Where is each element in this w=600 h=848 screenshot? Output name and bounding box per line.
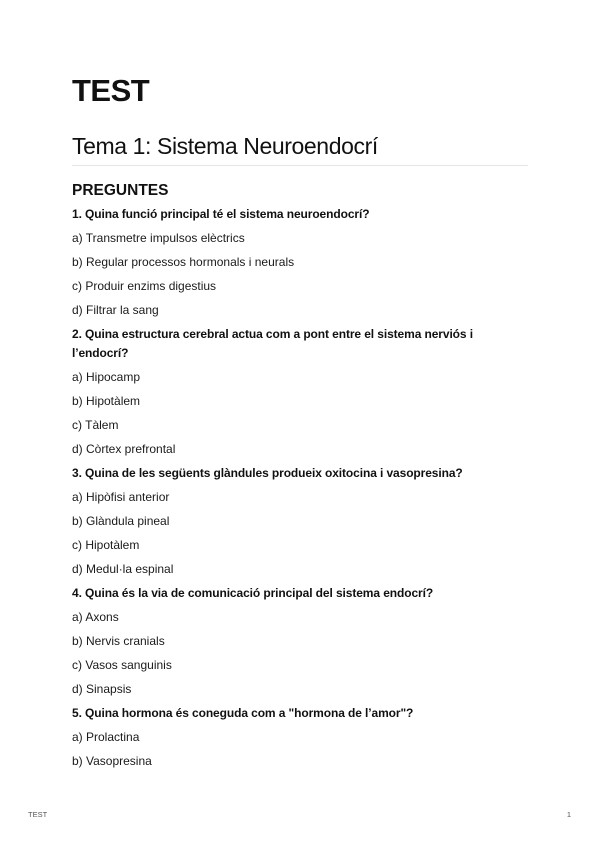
question-1-option: c) Produir enzims digestius <box>72 279 217 293</box>
question-4-option: a) Axons <box>72 610 119 624</box>
question-3-option: d) Medul·la espinal <box>72 562 174 576</box>
question-list <box>72 205 528 776</box>
footer-page-number: 1 <box>566 810 571 819</box>
question-2-option: a) Hipocamp <box>72 370 141 384</box>
question-3: 3. Quina de les següents glàndules produeix oxitocina i vasopresina? <box>72 466 463 480</box>
question-5-option: b) Vasopresina <box>72 754 152 768</box>
question-1-option: a) Transmetre impulsos elèctrics <box>72 231 245 245</box>
topic-title: Tema 1: Sistema Neuroendocrí <box>72 131 528 166</box>
question-1-option: b) Regular processos hormonals i neurals <box>72 255 295 269</box>
question-4: 4. Quina és la via de comunicació principal del sistema endocrí? <box>72 586 434 600</box>
document-title: TEST <box>72 73 150 108</box>
question-3-option: c) Hipotàlem <box>72 538 140 552</box>
question-2-option: c) Tàlem <box>72 418 119 432</box>
question-3-option: b) Glàndula pineal <box>72 514 170 528</box>
question-3-option: a) Hipòfisi anterior <box>72 490 170 504</box>
section-heading: PREGUNTES <box>72 182 169 199</box>
question-4-option: d) Sinapsis <box>72 682 132 696</box>
footer-label: TEST <box>28 810 48 819</box>
question-2-option: d) Còrtex prefrontal <box>72 442 176 456</box>
question-4-option: b) Nervis cranials <box>72 634 165 648</box>
question-1: 1. Quina funció principal té el sistema neuroendocrí? <box>72 207 370 221</box>
question-5: 5. Quina hormona és coneguda com a "hormona de l’amor"? <box>72 706 414 720</box>
question-2-option: b) Hipotàlem <box>72 394 141 408</box>
question-5-option: a) Prolactina <box>72 730 140 744</box>
question-4-option: c) Vasos sanguinis <box>72 658 172 672</box>
question-1-option: d) Filtrar la sang <box>72 303 159 317</box>
question-2: 2. Quina estructura cerebral actua com a pont entre el sistema nerviós i l’endocrí? <box>72 327 473 360</box>
